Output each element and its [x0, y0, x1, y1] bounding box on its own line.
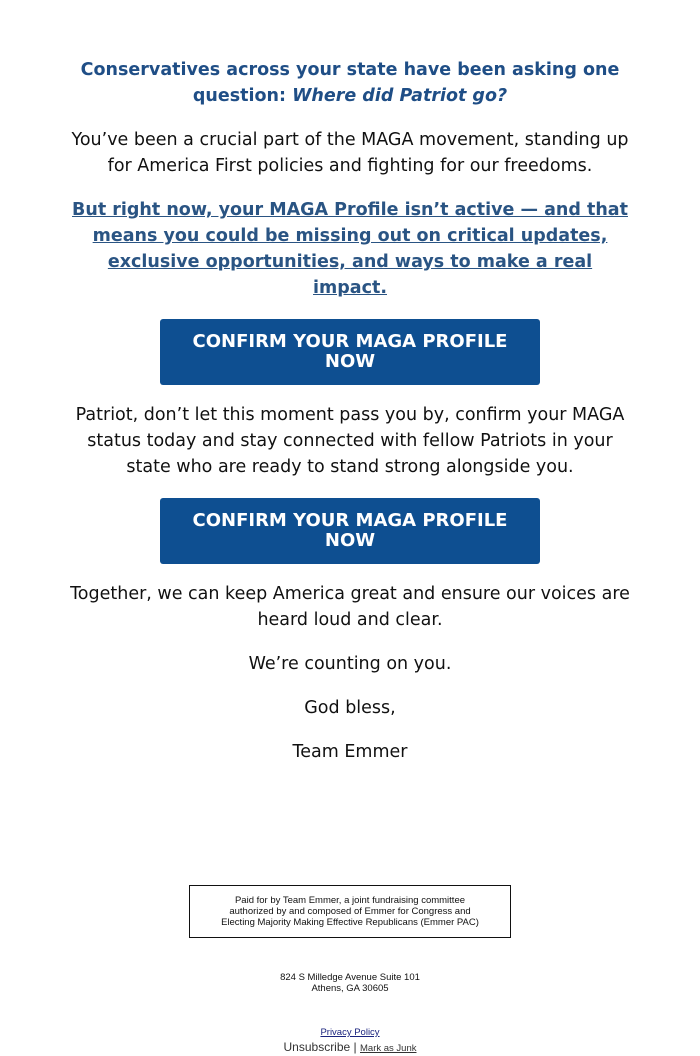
paid-for-disclaimer	[189, 885, 511, 938]
address-line: Athens, GA 30605	[311, 983, 389, 994]
unsubscribe-row	[0, 1040, 700, 1056]
profile-link-paragraph	[70, 197, 630, 301]
headline-text: Conservatives across your state have been asking one question:	[80, 60, 620, 106]
signature: Team Emmer	[292, 742, 408, 762]
headline-emphasis: Where did Patriot go?	[292, 86, 508, 106]
moment-paragraph: Patriot, don’t let this moment pass you by, confirm your MAGA status today and stay connected with fellow Patriots in your state who are ready to stand strong alongside you.	[75, 405, 625, 477]
confirm-profile-button-1[interactable]: CONFIRM YOUR MAGA PROFILE NOW	[160, 319, 540, 385]
confirm-profile-button-2[interactable]: CONFIRM YOUR MAGA PROFILE NOW	[160, 498, 540, 564]
mark-as-junk-link[interactable]: Mark as Junk	[360, 1043, 417, 1054]
disclaimer-line: authorized by and composed of Emmer for Congress and	[229, 906, 471, 917]
together-paragraph: Together, we can keep America great and ensure our voices are heard loud and clear.	[70, 584, 630, 630]
intro-paragraph: You’ve been a crucial part of the MAGA movement, standing up for America First policies and fighting for our freedoms.	[71, 130, 629, 176]
privacy-policy-link[interactable]: Privacy Policy	[320, 1027, 380, 1038]
footer-links	[0, 1022, 700, 1056]
disclaimer-line: Electing Majority Making Effective Republicans (Emmer PAC)	[221, 917, 479, 928]
unsubscribe-link[interactable]: Unsubscribe	[283, 1040, 351, 1054]
counting-paragraph: We’re counting on you.	[248, 654, 452, 674]
address-line: 824 S Milledge Avenue Suite 101	[280, 972, 420, 983]
mailing-address	[0, 972, 700, 994]
blessing-paragraph: God bless,	[304, 698, 396, 718]
email-body	[70, 0, 630, 765]
profile-inactive-link[interactable]: But right now, your MAGA Profile isn’t active — and that means you could be missing out on critical updates, exclusive opportunities, and ways to make a real impact.	[72, 200, 628, 298]
disclaimer-line: Paid for by Team Emmer, a joint fundraising committee	[234, 895, 466, 906]
link-separator: |	[350, 1040, 360, 1054]
headline	[70, 57, 630, 109]
